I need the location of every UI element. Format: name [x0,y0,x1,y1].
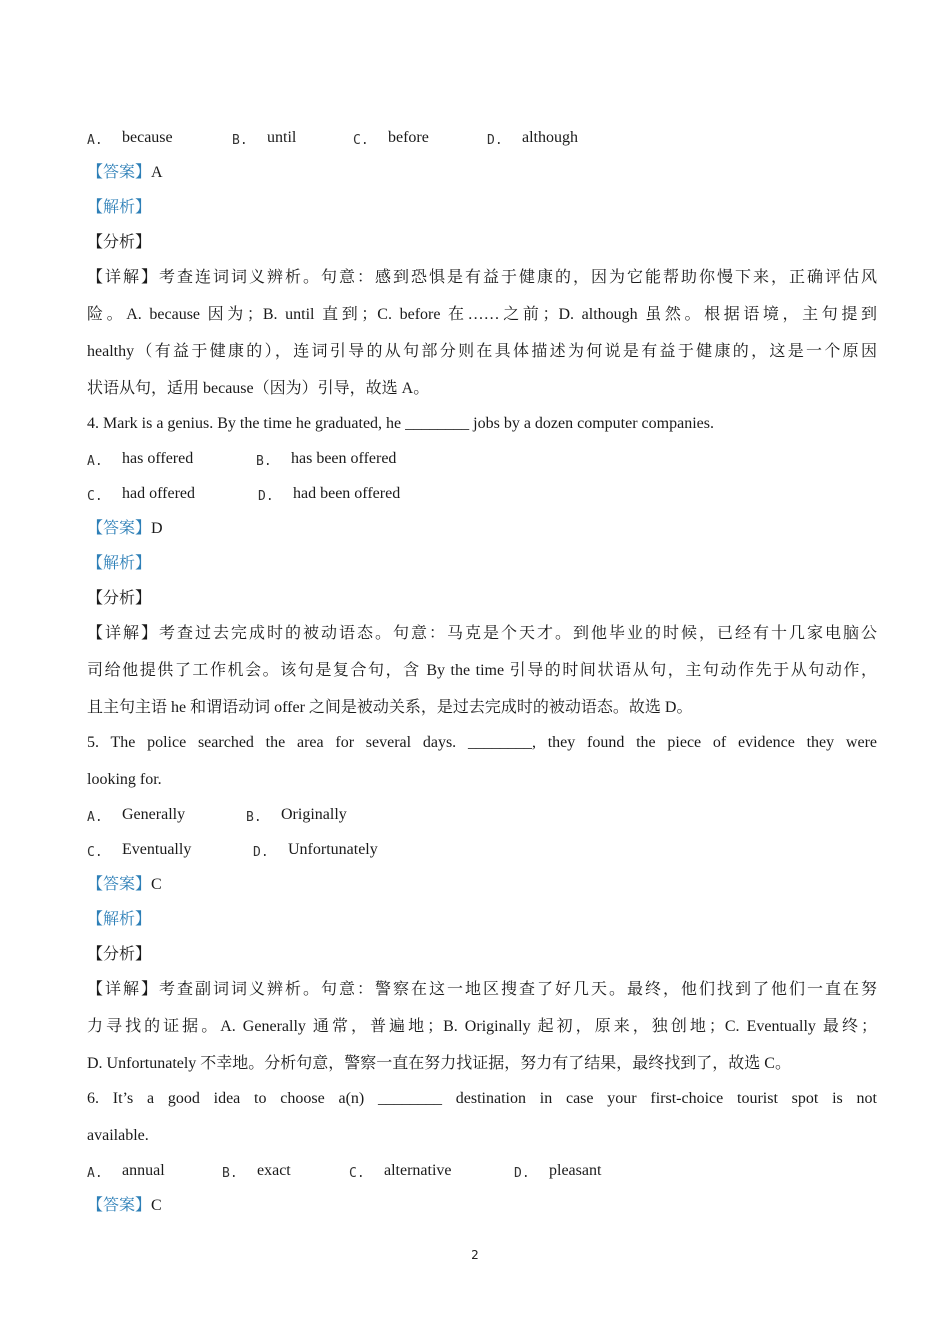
q5-analysis-tag: 【解析】 [87,911,152,928]
q5-detail-line: 【详解】考查副词词义辨析。句意：警察在这一地区搜查了好几天。最终，他们找到了他们一直在努 [87,981,877,998]
q3-analysis-tag: 【解析】 [87,199,152,216]
option-label: D. [487,133,503,148]
option-text: because [122,129,173,146]
q5-stem-line: 5. The police searched the area for several days. ________, they found the piece of evidence they were [87,734,877,751]
answer-tag: 【答案】 [87,1197,152,1214]
option-label: C. [87,489,103,504]
option-text: annual [122,1162,165,1179]
option-text: exact [257,1162,291,1179]
option-text: Eventually [122,841,192,858]
option-label: A. [87,133,103,148]
option-label: A. [87,454,103,469]
q4-stem: 4. Mark is a genius. By the time he graduated, he ________ jobs by a dozen computer companies. [87,415,714,432]
option-label: A. [87,810,103,825]
option-label: D. [253,845,269,860]
option-text: had offered [122,485,195,502]
option-text: alternative [384,1162,452,1179]
option-text: until [267,129,297,146]
option-text: has offered [122,450,194,467]
option-label: D. [514,1166,530,1181]
q4-detail-line: 【详解】考查过去完成时的被动语态。句意：马克是个天才。到他毕业的时候，已经有十几家电脑公 [87,625,877,642]
q3-answer [87,163,877,183]
answer-tag: 【答案】 [87,520,152,537]
option-label: C. [87,845,103,860]
q5-stem-line: looking for. [87,771,162,788]
option-text: Generally [122,806,186,823]
option-label: C. [349,1166,365,1181]
option-label: B. [246,810,262,825]
page-number: 2 [471,1248,479,1262]
q5-detail-line: 力寻找的证据。A. Generally 通常，普遍地；B. Originally 起初，原来，独创地；C. Eventually 最终； [87,1018,877,1035]
answer-value: C [151,876,162,893]
answer-tag: 【答案】 [87,164,152,181]
answer-tag: 【答案】 [87,876,152,893]
option-label: D. [258,489,274,504]
q4-detail-line: 且主句主语 he 和谓语动词 offer 之间是被动关系，是过去完成时的被动语态。故选 D。 [87,699,693,716]
answer-value: C [151,1197,162,1214]
answer-value: A [151,164,163,181]
q4-analysis-tag: 【解析】 [87,555,152,572]
q6-stem-line: 6. It’s a good idea to choose a(n) ________ destination in case your first-choice tourist spot is not [87,1090,877,1107]
option-text: pleasant [549,1162,602,1179]
q6-stem-line: available. [87,1127,149,1144]
q5-detail-line: D. Unfortunately 不幸地。分析句意，警察一直在努力找证据，努力有了结果，最终找到了，故选 C。 [87,1055,791,1072]
q4-fenxi: 【分析】 [87,590,152,607]
q5-fenxi: 【分析】 [87,946,152,963]
option-text: has been offered [291,450,397,467]
q6-answer [87,1196,877,1216]
option-label: B. [256,454,272,469]
option-text: although [522,129,578,146]
option-text: Unfortunately [288,841,378,858]
q4-answer [87,519,877,539]
q3-detail-line: 【详解】考查连词词义辨析。句意：感到恐惧是有益于健康的，因为它能帮助你慢下来，正确评估风 [87,269,877,286]
answer-value: D [151,520,163,537]
q3-detail-line: healthy（有益于健康的），连词引导的从句部分则在具体描述为何说是有益于健康的，这是一个原因 [87,343,877,360]
option-text: before [388,129,429,146]
q4-detail-line: 司给他提供了工作机会。该句是复合句，含 By the time 引导的时间状语从句，主句动作先于从句动作， [87,662,877,679]
option-label: A. [87,1166,103,1181]
q5-answer [87,875,877,895]
option-label: C. [353,133,369,148]
option-label: B. [232,133,248,148]
option-label: B. [222,1166,238,1181]
option-text: had been offered [293,485,401,502]
q3-detail-line: 险。A. because 因为；B. until 直到；C. before 在……之前；D. although 虽然。根据语境，主句提到 [87,306,877,323]
option-text: Originally [281,806,347,823]
q3-fenxi: 【分析】 [87,234,152,251]
q3-detail-line: 状语从句，适用 because（因为）引导，故选 A。 [87,380,430,397]
